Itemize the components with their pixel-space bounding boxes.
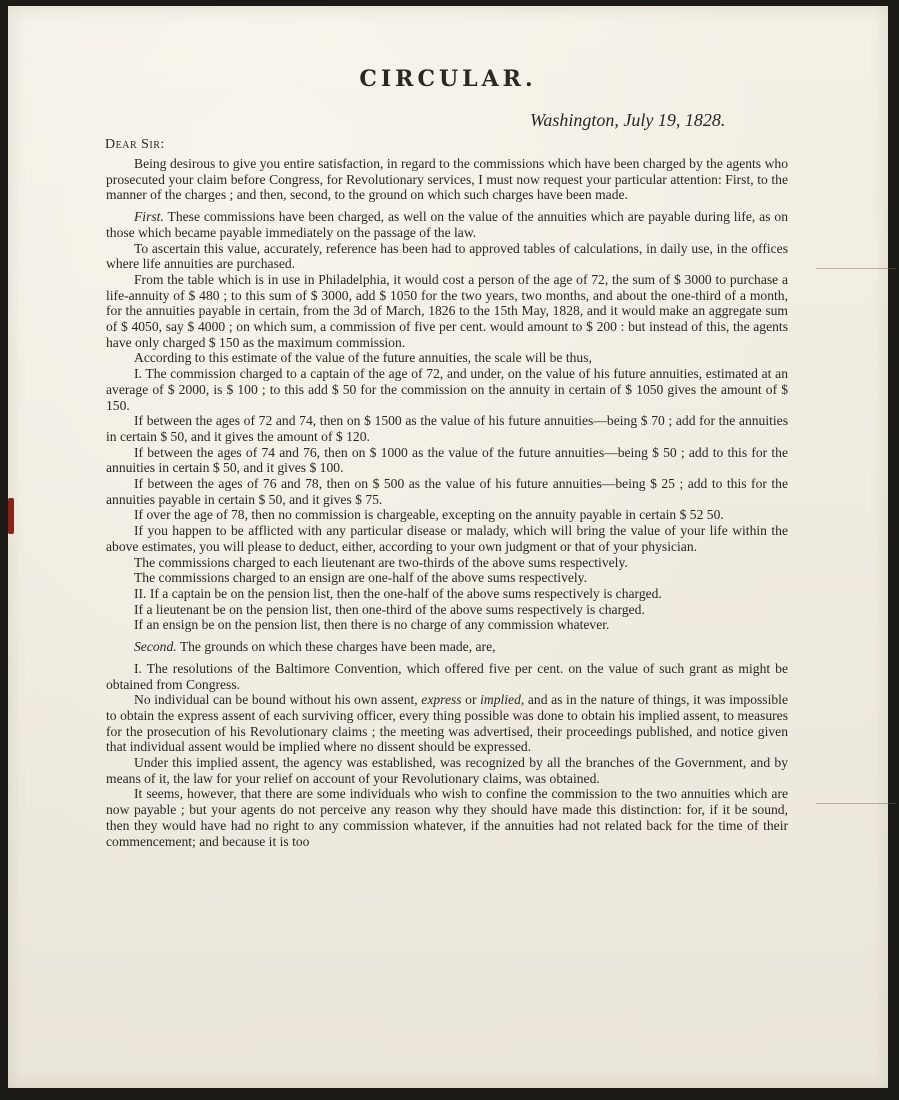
paragraph: I. The commission charged to a captain of the age of 72, and under, on the value of his future annuities, estimated at an average of $ 2000, is $ 100 ; to this add $ 50 for the commission on the annuity in certain of $ 1050 gives the amount of $ 150. bbox=[106, 366, 788, 413]
document-title: CIRCULAR. bbox=[359, 66, 537, 92]
paragraph: First. These commissions have been charged, as well on the value of the annuities which are payable during life, as on those which became payable immediately on the passage of the law. bbox=[106, 209, 789, 240]
paragraph: It seems, however, that there are some individuals who wish to confine the commission to the two annuities which are now payable ; but your agents do not perceive any reason why they should have made this distinction: for, if it be sound, then they would have had no right to any commission whatever, if the annuities had not related back for the time of their commencement; and because it is too bbox=[106, 786, 788, 849]
fold-crease bbox=[816, 268, 896, 269]
paragraph: Under this implied assent, the agency was established, was recognized by all the branches of the Government, and by means of it, the law for your relief on account of your Revolutionary claims, was obtained. bbox=[106, 755, 788, 786]
paragraph: From the table which is in use in Philadelphia, it would cost a person of the age of 72, the sum of $ 3000 to purchase a life-annuity of $ 480 ; to this sum of $ 3000, add $ 1050 for the two years, two months, and about the one-third of a month, for the annuities payable in certain, from the 3d of March, 1826 to the 15th May, 1828, and it would make an aggregate sum of $ 4050, say $ 4000 ; on which sum, a commission of five per cent. would amount to $ 200 : but instead of this, the agents have only charged $ 150 as the maximum commission. bbox=[106, 271, 788, 350]
paragraph: The commissions charged to each lieutenant are two-thirds of the above sums respectively. bbox=[134, 554, 628, 570]
paragraph: Being desirous to give you entire satisfaction, in regard to the commissions which have been charged by the agents who prosecuted your claim before Congress, for Revolutionary services, I must now request your particular attention: First, to the manner of the charges ; and then, second, to the ground on which such charges have been made. bbox=[106, 156, 788, 203]
wax-seal-remnant bbox=[8, 498, 14, 534]
paragraph: The commissions charged to an ensign are one-half of the above sums respectively. bbox=[134, 570, 587, 586]
paragraph: If over the age of 78, then no commission is chargeable, excepting on the annuity payable in certain $ 52 50. bbox=[134, 507, 724, 523]
paragraph: If between the ages of 76 and 78, then on $ 500 as the value of his future annuities—being $ 25 ; add to this for the annuities payable in certain $ 50, and it gives $ 75. bbox=[106, 476, 788, 507]
paragraph: No individual can be bound without his own assent, express or implied, and as in the nature of things, it was impossible to obtain the express assent of each surviving officer, every thing possible was done to obtain his implied assent, to measures for the prosecution of his Revolutionary claims ; the meeting was advertised, their proceedings published, and notice given that individual assent would be implied where no dissent should be expressed. bbox=[106, 692, 788, 755]
letter-body bbox=[106, 156, 788, 849]
paragraph: If an ensign be on the pension list, then there is no charge of any commission whatever. bbox=[134, 617, 610, 633]
paragraph: I. The resolutions of the Baltimore Convention, which offered five per cent. on the value of such grant as might be obtained from Congress. bbox=[106, 660, 788, 692]
paragraph: If a lieutenant be on the pension list, then one-third of the above sums respectively is charged. bbox=[134, 601, 645, 617]
paragraph: If between the ages of 74 and 76, then on $ 1000 as the value of the future annuities—being $ 50 ; add to this for the annuities in certain $ 50, and it gives $ 100. bbox=[106, 444, 788, 476]
paragraph: Second. The grounds on which these charges have been made, are, bbox=[134, 639, 496, 655]
lead-word: Second. bbox=[134, 639, 177, 655]
lead-word: First. bbox=[134, 209, 164, 225]
paragraph: To ascertain this value, accurately, reference has been had to approved tables of calculations, in daily use, in the offices where life annuities are purchased. bbox=[106, 240, 788, 272]
paragraph: According to this estimate of the value of the future annuities, the scale will be thus, bbox=[134, 350, 592, 366]
emphasis: express bbox=[421, 692, 462, 708]
fold-crease bbox=[816, 803, 896, 804]
emphasis: implied bbox=[480, 692, 521, 708]
salutation: Dear Sir: bbox=[105, 137, 165, 152]
paragraph: If between the ages of 72 and 74, then on $ 1500 as the value of his future annuities—being $ 70 ; add for the annuities in certain $ 50, and it gives the amount of $ 120. bbox=[106, 413, 788, 444]
paragraph: II. If a captain be on the pension list, then the one-half of the above sums respectively is charged. bbox=[134, 585, 662, 601]
dateline: Washington, July 19, 1828. bbox=[530, 110, 726, 130]
paragraph: If you happen to be afflicted with any particular disease or malady, which will bring the value of your life within the above estimates, you will please to deduct, either, according to your own judgment or that of your physician. bbox=[106, 523, 788, 554]
document-page bbox=[8, 6, 888, 1088]
